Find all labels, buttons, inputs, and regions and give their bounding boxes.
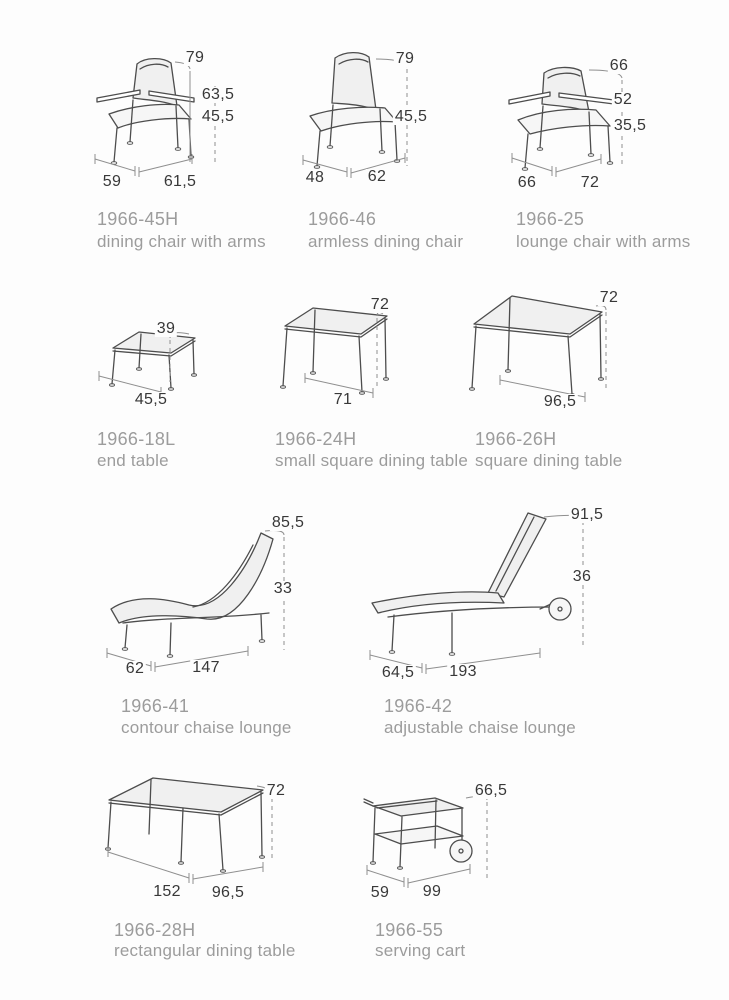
dimension-label: 96,5 — [211, 884, 245, 901]
product-code: 1966-41 — [121, 696, 190, 716]
furniture-outline — [372, 513, 571, 655]
dimension-label: 45,5 — [134, 391, 168, 408]
furniture-outline — [509, 67, 614, 170]
dimension-label: 91,5 — [570, 506, 604, 523]
furniture-outline — [280, 308, 388, 394]
product-name: adjustable chaise lounge — [384, 718, 576, 737]
dimension-label: 59 — [102, 173, 122, 190]
product-code: 1966-24H — [275, 429, 357, 449]
furniture-outline — [364, 798, 472, 869]
dimension-label: 72 — [599, 289, 619, 306]
dimension-label: 48 — [305, 169, 325, 186]
dimension-label: 72 — [370, 296, 390, 313]
product-code: 1966-42 — [384, 696, 453, 716]
dimension-label: 99 — [422, 883, 442, 900]
product-code: 1966-55 — [375, 920, 444, 940]
dimension-label: 147 — [192, 659, 220, 676]
dimension-label: 85,5 — [271, 514, 305, 531]
dimension-label: 63,5 — [201, 86, 235, 103]
dimension-label: 66 — [517, 174, 537, 191]
dimension-label: 66 — [609, 57, 629, 74]
product-code: 1966-26H — [475, 429, 557, 449]
dimension-label: 71 — [333, 391, 353, 408]
dimension-label: 62 — [367, 168, 387, 185]
dimension-label: 96,5 — [543, 393, 577, 410]
dimension-label: 72 — [266, 782, 286, 799]
product-1966-24h — [265, 290, 469, 475]
product-1966-28h — [95, 770, 320, 970]
dimension-label: 79 — [185, 49, 205, 66]
dimension-label: 152 — [153, 883, 181, 900]
product-name: lounge chair with arms — [516, 232, 691, 251]
product-name: serving cart — [375, 941, 466, 960]
product-name: square dining table — [475, 451, 623, 470]
product-1966-18l — [85, 290, 245, 475]
furniture-outline — [111, 533, 273, 657]
product-code: 1966-28H — [114, 920, 196, 940]
product-code: 1966-45H — [97, 209, 179, 229]
product-1966-42 — [355, 505, 640, 740]
product-code: 1966-25 — [516, 209, 585, 229]
furniture-outline — [105, 778, 264, 872]
furniture-outline — [469, 296, 603, 396]
furniture-outline — [97, 59, 194, 165]
product-code: 1966-18L — [97, 429, 176, 449]
product-1966-26h — [460, 290, 665, 475]
product-1966-45h — [85, 40, 285, 255]
dimension-label: 62 — [125, 660, 145, 677]
product-name: rectangular dining table — [114, 941, 296, 960]
dimension-label: 79 — [395, 50, 415, 67]
product-1966-55 — [355, 770, 540, 970]
dimension-label: 59 — [370, 884, 390, 901]
dimension-label: 72 — [580, 174, 600, 191]
product-name: dining chair with arms — [97, 232, 266, 251]
dimension-label: 193 — [449, 663, 477, 680]
dimension-label: 64,5 — [381, 664, 415, 681]
product-1966-41 — [90, 505, 330, 740]
dimension-label: 52 — [613, 91, 633, 108]
dimension-label: 45,5 — [394, 108, 428, 125]
dimension-label: 45,5 — [201, 108, 235, 125]
product-name: armless dining chair — [308, 232, 464, 251]
dimension-label: 35,5 — [613, 117, 647, 134]
dimension-label: 66,5 — [474, 782, 508, 799]
product-code: 1966-46 — [308, 209, 377, 229]
product-name: small square dining table — [275, 451, 469, 470]
product-name: contour chaise lounge — [121, 718, 292, 737]
product-1966-25 — [500, 40, 691, 255]
dimension-label: 61,5 — [163, 173, 197, 190]
product-1966-46 — [295, 40, 475, 255]
furniture-outline — [310, 53, 400, 169]
dimension-label: 33 — [273, 580, 293, 597]
dimension-label: 36 — [572, 568, 592, 585]
product-name: end table — [97, 451, 169, 470]
dimension-label: 39 — [156, 320, 176, 337]
